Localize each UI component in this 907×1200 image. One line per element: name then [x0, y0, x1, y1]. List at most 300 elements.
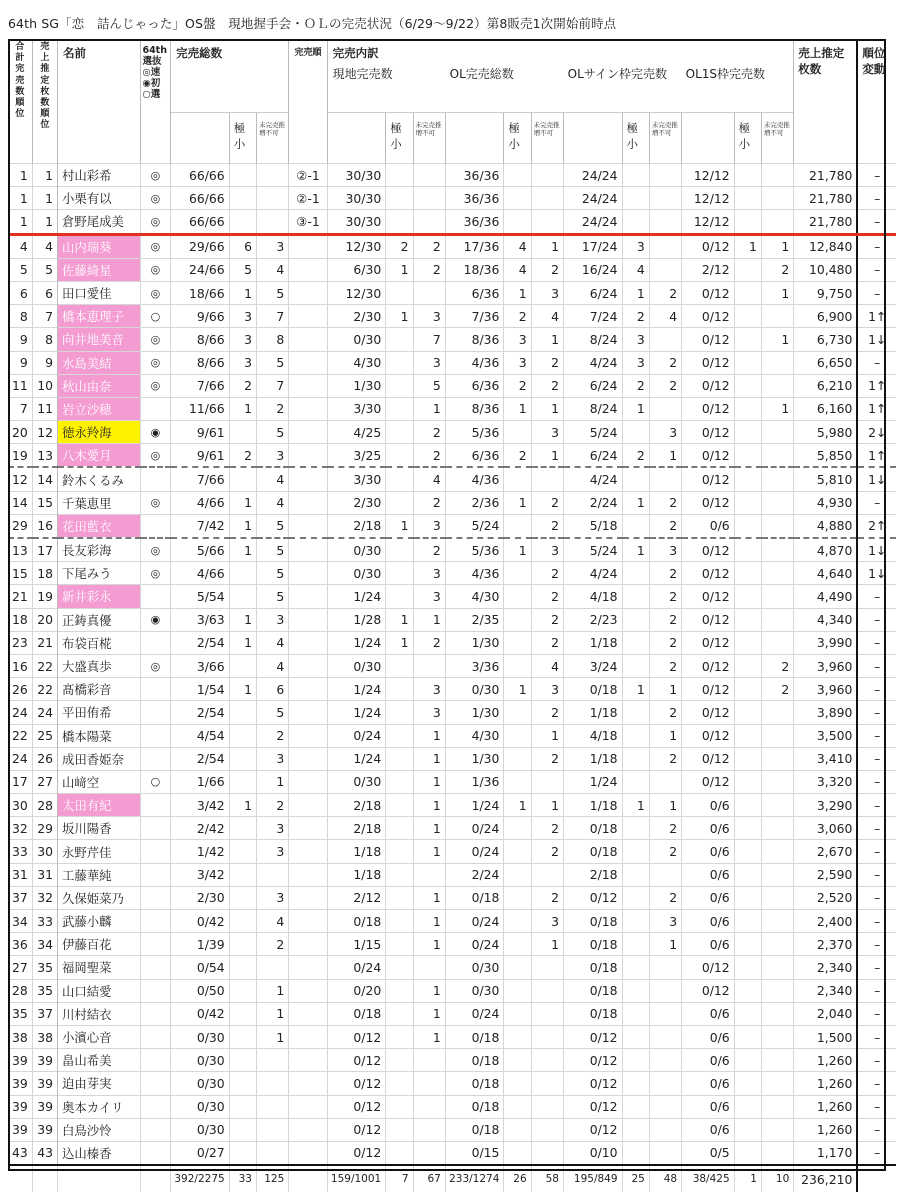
local-unsold-cell: 1 — [413, 747, 445, 770]
ol-sign-cell: 5/24 — [563, 538, 622, 562]
sold-order-cell — [289, 933, 327, 956]
local-unsold-cell: 7 — [413, 328, 445, 351]
ol-1s-unsold-cell — [761, 562, 793, 585]
selection-mark-cell: ○ — [140, 305, 170, 328]
ol-1s-unsold-cell — [761, 863, 793, 886]
sold-kyoku-cell — [229, 886, 256, 909]
table-row — [8, 678, 896, 701]
rank-sales-cell: 25 — [32, 724, 57, 747]
member-name-cell: 橋本陽菜 — [57, 724, 140, 747]
ol-1s-kyoku-cell — [734, 886, 761, 909]
local-kyoku-cell — [386, 910, 413, 933]
header-1s-kyoku-text: 極小 — [738, 121, 751, 151]
ol-sign-kyoku-cell: 1 — [622, 538, 649, 562]
header-rank-sales-text: 売上推定枚数順位 — [40, 42, 50, 131]
ol-kyoku-cell — [504, 1141, 531, 1165]
rank-sales-cell: 39 — [32, 1072, 57, 1095]
table-row — [8, 258, 896, 281]
local-unsold-cell: 2 — [413, 491, 445, 514]
ol-sign-cell: 4/18 — [563, 724, 622, 747]
member-name-cell: 田口愛佳 — [57, 281, 140, 304]
sold-kyoku-cell: 1 — [229, 397, 256, 420]
ol-1s-kyoku-cell — [734, 585, 761, 608]
table-row — [8, 863, 896, 886]
sold-total-cell: 4/66 — [171, 562, 230, 585]
ol-total-cell: 2/36 — [445, 491, 504, 514]
local-unsold-cell — [413, 210, 445, 234]
rank-change-cell: – — [857, 258, 896, 281]
sales-estimate-cell: 2,590 — [794, 863, 858, 886]
rank-change-cell: – — [857, 164, 896, 187]
ol-1s-kyoku-cell — [734, 631, 761, 654]
local-unsold-cell: 2 — [413, 631, 445, 654]
selection-mark-cell — [140, 1141, 170, 1165]
sales-estimate-cell: 1,260 — [794, 1049, 858, 1072]
sales-estimate-cell: 3,290 — [794, 794, 858, 817]
ol-sign-kyoku-cell — [622, 164, 649, 187]
sold-total-cell: 7/42 — [171, 514, 230, 538]
ol-1s-kyoku-cell — [734, 351, 761, 374]
sold-total-cell: 3/42 — [171, 863, 230, 886]
sales-estimate-cell: 2,040 — [794, 1002, 858, 1025]
ol-unsold-cell: 2 — [531, 514, 563, 538]
rank-total-cell: 30 — [8, 794, 32, 817]
local-sold-cell: 0/12 — [327, 1049, 386, 1072]
member-name-cell: 橋本恵理子 — [57, 305, 140, 328]
ol-1s-unsold-cell — [761, 1049, 793, 1072]
rank-change-cell: – — [857, 608, 896, 631]
sold-kyoku-cell — [229, 910, 256, 933]
selection-mark-cell: ○ — [140, 770, 170, 793]
ol-sign-kyoku-cell: 4 — [622, 258, 649, 281]
ol-1s-cell: 0/12 — [682, 747, 735, 770]
selection-mark-cell: ◎ — [140, 444, 170, 468]
ol-unsold-cell — [531, 770, 563, 793]
member-name-cell: 成田香姫奈 — [57, 747, 140, 770]
ol-1s-kyoku-cell — [734, 281, 761, 304]
member-name-cell: 坂川陽香 — [57, 817, 140, 840]
ol-1s-unsold-cell — [761, 631, 793, 654]
sold-total-cell: 3/63 — [171, 608, 230, 631]
sold-total-cell: 0/42 — [171, 910, 230, 933]
ol-1s-cell: 12/12 — [682, 210, 735, 234]
ol-sign-cell: 7/24 — [563, 305, 622, 328]
ol-1s-cell: 0/12 — [682, 467, 735, 491]
ol-sign-kyoku-cell — [622, 747, 649, 770]
local-unsold-cell: 1 — [413, 933, 445, 956]
local-sold-cell: 4/30 — [327, 351, 386, 374]
sold-kyoku-cell: 1 — [229, 608, 256, 631]
table-row — [8, 374, 896, 397]
rank-change-cell: 1↓ — [857, 467, 896, 491]
sold-unsold-cell: 3 — [256, 608, 288, 631]
total-lu-cell: 67 — [413, 1165, 445, 1192]
local-sold-cell: 2/18 — [327, 817, 386, 840]
ol-kyoku-cell — [504, 654, 531, 677]
ol-1s-kyoku-cell — [734, 467, 761, 491]
ol-total-cell: 1/24 — [445, 794, 504, 817]
rank-sales-cell: 35 — [32, 979, 57, 1002]
ol-sign-kyoku-cell — [622, 956, 649, 979]
ol-1s-kyoku-cell — [734, 1072, 761, 1095]
sold-total-cell: 4/66 — [171, 491, 230, 514]
ol-total-cell: 1/36 — [445, 770, 504, 793]
ol-kyoku-cell: 3 — [504, 351, 531, 374]
total-tot-cell: 392/2275 — [171, 1165, 230, 1192]
ol-sign-unsold-cell — [649, 328, 681, 351]
rank-total-cell: 39 — [8, 1072, 32, 1095]
ol-unsold-cell: 2 — [531, 886, 563, 909]
rank-sales-cell: 15 — [32, 491, 57, 514]
sold-unsold-cell: 4 — [256, 491, 288, 514]
local-sold-cell: 0/30 — [327, 654, 386, 677]
ol-sign-cell: 8/24 — [563, 397, 622, 420]
sales-estimate-cell: 5,810 — [794, 467, 858, 491]
ol-total-cell: 0/24 — [445, 840, 504, 863]
rank-change-cell: 2↑ — [857, 514, 896, 538]
selection-mark-cell: ◎ — [140, 328, 170, 351]
local-kyoku-cell — [386, 164, 413, 187]
sold-order-cell — [289, 654, 327, 677]
ol-1s-unsold-cell: 1 — [761, 328, 793, 351]
sold-order-cell — [289, 234, 327, 258]
rank-change-cell: – — [857, 631, 896, 654]
local-unsold-cell — [413, 1072, 445, 1095]
ol-unsold-cell: 2 — [531, 258, 563, 281]
selection-mark-cell — [140, 467, 170, 491]
local-sold-cell: 0/24 — [327, 956, 386, 979]
local-sold-cell: 0/30 — [327, 770, 386, 793]
ol-1s-unsold-cell — [761, 210, 793, 234]
local-kyoku-cell — [386, 421, 413, 444]
header-sign-unsold-text: 未完売推増不可 — [651, 121, 678, 137]
sold-total-cell: 2/30 — [171, 886, 230, 909]
rank-sales-cell: 26 — [32, 747, 57, 770]
ol-unsold-cell: 3 — [531, 678, 563, 701]
local-sold-cell: 0/12 — [327, 1025, 386, 1048]
member-name-cell: 永野芹佳 — [57, 840, 140, 863]
sold-total-cell: 0/30 — [171, 1049, 230, 1072]
ol-sign-kyoku-cell: 3 — [622, 234, 649, 258]
ol-sign-unsold-cell — [649, 187, 681, 210]
ol-kyoku-cell: 1 — [504, 281, 531, 304]
ol-unsold-cell — [531, 1141, 563, 1165]
rank-sales-cell: 17 — [32, 538, 57, 562]
local-kyoku-cell — [386, 467, 413, 491]
local-kyoku-cell — [386, 562, 413, 585]
sold-total-cell: 9/61 — [171, 444, 230, 468]
ol-kyoku-cell: 4 — [504, 258, 531, 281]
sold-unsold-cell: 3 — [256, 817, 288, 840]
ol-sign-unsold-cell: 1 — [649, 933, 681, 956]
selection-mark-cell — [140, 956, 170, 979]
sales-estimate-cell: 5,980 — [794, 421, 858, 444]
header-local-kyoku — [386, 113, 413, 164]
member-name-cell: 久保姫菜乃 — [57, 886, 140, 909]
sales-estimate-cell: 1,260 — [794, 1118, 858, 1141]
sold-total-cell: 1/39 — [171, 933, 230, 956]
ol-1s-unsold-cell — [761, 910, 793, 933]
sold-kyoku-cell — [229, 747, 256, 770]
table-row — [8, 1118, 896, 1141]
ol-sign-kyoku-cell — [622, 1118, 649, 1141]
sold-total-cell: 2/54 — [171, 701, 230, 724]
sold-kyoku-cell — [229, 585, 256, 608]
ol-sign-kyoku-cell — [622, 585, 649, 608]
ol-total-cell: 0/18 — [445, 1095, 504, 1118]
sold-order-cell — [289, 281, 327, 304]
ol-sign-unsold-cell — [649, 234, 681, 258]
ol-kyoku-cell — [504, 631, 531, 654]
ol-1s-kyoku-cell — [734, 840, 761, 863]
ol-1s-cell: 0/6 — [682, 863, 735, 886]
ol-1s-cell: 0/6 — [682, 1118, 735, 1141]
local-sold-cell: 0/18 — [327, 910, 386, 933]
header-rank-total — [8, 39, 32, 164]
local-unsold-cell: 3 — [413, 305, 445, 328]
ol-unsold-cell: 1 — [531, 794, 563, 817]
sold-unsold-cell: 4 — [256, 467, 288, 491]
ol-1s-unsold-cell — [761, 886, 793, 909]
selection-mark-cell — [140, 514, 170, 538]
selection-mark-cell — [140, 817, 170, 840]
ol-sign-kyoku-cell — [622, 701, 649, 724]
ol-unsold-cell: 1 — [531, 328, 563, 351]
rank-sales-cell: 37 — [32, 1002, 57, 1025]
rank-change-cell: – — [857, 491, 896, 514]
ol-sign-kyoku-cell — [622, 1049, 649, 1072]
local-sold-cell: 30/30 — [327, 187, 386, 210]
rank-total-cell: 28 — [8, 979, 32, 1002]
table-row — [8, 770, 896, 793]
sold-unsold-cell — [256, 956, 288, 979]
ol-1s-kyoku-cell — [734, 538, 761, 562]
ol-1s-unsold-cell — [761, 538, 793, 562]
selection-mark-cell — [140, 747, 170, 770]
ol-total-cell: 17/36 — [445, 234, 504, 258]
selection-mark-cell — [140, 1049, 170, 1072]
sales-estimate-cell: 3,060 — [794, 817, 858, 840]
sold-unsold-cell: 7 — [256, 305, 288, 328]
sold-kyoku-cell — [229, 724, 256, 747]
ol-1s-kyoku-cell — [734, 562, 761, 585]
sold-order-cell — [289, 1095, 327, 1118]
sold-unsold-cell: 3 — [256, 840, 288, 863]
selection-mark-cell — [140, 1002, 170, 1025]
local-kyoku-cell — [386, 817, 413, 840]
sales-estimate-cell: 12,840 — [794, 234, 858, 258]
ol-sign-cell: 1/24 — [563, 770, 622, 793]
sold-order-cell — [289, 491, 327, 514]
total-blank-cell — [57, 1165, 140, 1192]
ol-unsold-cell: 3 — [531, 910, 563, 933]
table-row — [8, 491, 896, 514]
sales-estimate-cell: 4,340 — [794, 608, 858, 631]
table-row — [8, 701, 896, 724]
selection-mark-cell: ◎ — [140, 654, 170, 677]
rank-change-cell: – — [857, 840, 896, 863]
member-name-cell: 長友彩海 — [57, 538, 140, 562]
ol-kyoku-cell — [504, 817, 531, 840]
local-sold-cell: 1/18 — [327, 840, 386, 863]
ol-kyoku-cell — [504, 956, 531, 979]
page-title: 64th SG「恋 詰んじゃった」OS盤 現地握手会・ＯＬの完売状況（6/29〜9/22）第8販売1次開始前時点 — [8, 16, 617, 31]
ol-kyoku-cell — [504, 1118, 531, 1141]
header-unsold — [256, 113, 288, 164]
ol-sign-unsold-cell: 3 — [649, 910, 681, 933]
rank-total-cell: 19 — [8, 444, 32, 468]
sold-order-cell: ②-1 — [289, 187, 327, 210]
sold-kyoku-cell — [229, 1049, 256, 1072]
local-sold-cell: 0/20 — [327, 979, 386, 1002]
table-row — [8, 444, 896, 468]
local-unsold-cell: 2 — [413, 234, 445, 258]
ol-sign-cell: 5/18 — [563, 514, 622, 538]
local-kyoku-cell — [386, 840, 413, 863]
ol-1s-unsold-cell — [761, 608, 793, 631]
local-sold-cell: 30/30 — [327, 164, 386, 187]
header-ol-kyoku-text: 極小 — [508, 121, 520, 151]
ol-sign-kyoku-cell: 3 — [622, 351, 649, 374]
ol-1s-cell: 0/6 — [682, 840, 735, 863]
rank-sales-cell: 38 — [32, 1025, 57, 1048]
table-row — [8, 397, 896, 420]
ol-total-cell: 1/30 — [445, 747, 504, 770]
rank-sales-cell: 1 — [32, 187, 57, 210]
ol-1s-kyoku-cell — [734, 794, 761, 817]
ol-1s-cell: 0/12 — [682, 374, 735, 397]
ol-sign-unsold-cell — [649, 1072, 681, 1095]
header-rank-sales — [32, 39, 57, 164]
local-unsold-cell — [413, 281, 445, 304]
rank-change-cell: – — [857, 1002, 896, 1025]
sold-total-cell: 0/30 — [171, 1118, 230, 1141]
ol-unsold-cell — [531, 956, 563, 979]
sales-estimate-cell: 9,750 — [794, 281, 858, 304]
ol-unsold-cell: 2 — [531, 491, 563, 514]
rank-total-cell: 24 — [8, 701, 32, 724]
ol-1s-kyoku-cell — [734, 933, 761, 956]
ol-sign-kyoku-cell — [622, 886, 649, 909]
ol-sign-unsold-cell — [649, 979, 681, 1002]
sold-kyoku-cell — [229, 863, 256, 886]
selection-mark-cell — [140, 397, 170, 420]
local-kyoku-cell: 1 — [386, 631, 413, 654]
local-sold-cell: 0/30 — [327, 538, 386, 562]
local-kyoku-cell — [386, 538, 413, 562]
ol-1s-cell: 0/12 — [682, 654, 735, 677]
sold-total-cell: 7/66 — [171, 467, 230, 491]
rank-total-cell: 14 — [8, 491, 32, 514]
ol-1s-kyoku-cell — [734, 910, 761, 933]
rank-sales-cell: 9 — [32, 351, 57, 374]
sold-kyoku-cell — [229, 1002, 256, 1025]
ol-1s-cell: 0/6 — [682, 1072, 735, 1095]
ol-1s-kyoku-cell — [734, 678, 761, 701]
ol-1s-unsold-cell — [761, 817, 793, 840]
ol-1s-cell: 0/12 — [682, 328, 735, 351]
local-sold-cell: 1/28 — [327, 608, 386, 631]
member-name-cell: 髙橋彩音 — [57, 678, 140, 701]
rank-total-cell: 8 — [8, 305, 32, 328]
table-row — [8, 421, 896, 444]
ol-unsold-cell — [531, 210, 563, 234]
selection-mark-cell — [140, 979, 170, 1002]
ol-kyoku-cell — [504, 421, 531, 444]
sales-estimate-cell: 3,960 — [794, 654, 858, 677]
rank-sales-cell: 6 — [32, 281, 57, 304]
sold-unsold-cell — [256, 210, 288, 234]
sold-unsold-cell: 1 — [256, 979, 288, 1002]
ol-1s-cell: 0/6 — [682, 1049, 735, 1072]
local-kyoku-cell — [386, 701, 413, 724]
sold-unsold-cell: 6 — [256, 678, 288, 701]
ol-1s-cell: 0/12 — [682, 585, 735, 608]
local-unsold-cell: 3 — [413, 562, 445, 585]
member-name-cell: 川村結衣 — [57, 1002, 140, 1025]
ol-total-cell: 5/36 — [445, 421, 504, 444]
local-kyoku-cell — [386, 770, 413, 793]
header-ol-sign: OLサイン枠完売数 — [567, 67, 667, 81]
ol-sign-kyoku-cell: 2 — [622, 305, 649, 328]
rank-sales-cell: 11 — [32, 397, 57, 420]
sales-estimate-cell: 21,780 — [794, 164, 858, 187]
ol-unsold-cell: 3 — [531, 421, 563, 444]
rank-change-cell: – — [857, 1118, 896, 1141]
sold-kyoku-cell — [229, 956, 256, 979]
selection-mark-cell — [140, 585, 170, 608]
ol-total-cell: 2/35 — [445, 608, 504, 631]
sold-order-cell — [289, 747, 327, 770]
ol-total-cell: 4/36 — [445, 562, 504, 585]
totals-row — [8, 1165, 896, 1192]
ol-1s-kyoku-cell — [734, 1049, 761, 1072]
selection-mark-cell: ◎ — [140, 234, 170, 258]
local-sold-cell: 0/30 — [327, 562, 386, 585]
ol-kyoku-cell: 4 — [504, 234, 531, 258]
rank-total-cell: 9 — [8, 351, 32, 374]
ol-1s-cell: 0/6 — [682, 794, 735, 817]
local-sold-cell: 1/15 — [327, 933, 386, 956]
sales-estimate-cell: 6,650 — [794, 351, 858, 374]
sold-order-cell — [289, 701, 327, 724]
ol-sign-cell: 0/12 — [563, 1049, 622, 1072]
rank-total-cell: 9 — [8, 328, 32, 351]
ol-sign-cell: 0/18 — [563, 979, 622, 1002]
ol-total-cell: 0/15 — [445, 1141, 504, 1165]
rank-sales-cell: 21 — [32, 631, 57, 654]
selection-mark-cell: ◉ — [140, 608, 170, 631]
ol-total-cell: 2/24 — [445, 863, 504, 886]
ol-1s-cell: 0/6 — [682, 817, 735, 840]
ol-sign-kyoku-cell — [622, 467, 649, 491]
ol-1s-unsold-cell — [761, 840, 793, 863]
sold-unsold-cell — [256, 1118, 288, 1141]
ol-1s-unsold-cell — [761, 421, 793, 444]
ol-sign-unsold-cell: 2 — [649, 491, 681, 514]
ol-1s-unsold-cell — [761, 724, 793, 747]
ol-1s-cell: 12/12 — [682, 164, 735, 187]
table-row — [8, 886, 896, 909]
ol-sign-kyoku-cell — [622, 979, 649, 1002]
sold-unsold-cell: 5 — [256, 701, 288, 724]
ol-1s-unsold-cell — [761, 491, 793, 514]
sold-unsold-cell: 2 — [256, 724, 288, 747]
sales-estimate-cell: 6,900 — [794, 305, 858, 328]
ol-unsold-cell — [531, 164, 563, 187]
selection-mark-cell: ◎ — [140, 562, 170, 585]
ol-total-cell: 7/36 — [445, 305, 504, 328]
